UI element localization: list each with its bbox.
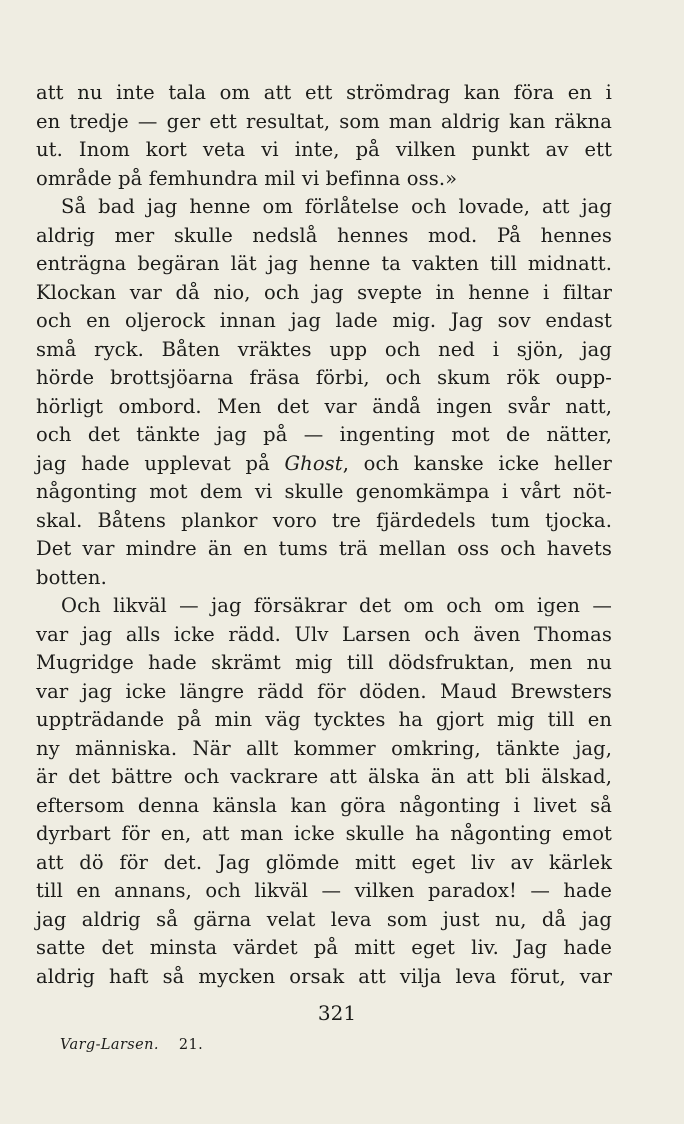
text-line: Mugridge hade skrämt mig till dödsfruktan, men nu — [36, 651, 612, 674]
text-line: små ryck. Båten vräktes upp och ned i sjön, jag — [36, 337, 612, 361]
text-line: var jag icke längre rädd för döden. Maud Brewsters — [36, 679, 612, 703]
text-line: botten. — [36, 565, 107, 589]
text-line: att dö för det. Jag glömde mitt eget liv av kärlek — [36, 850, 612, 874]
text-line: ny människa. När allt kommer omkring, tänkte jag, — [36, 736, 612, 760]
text-line: Klockan var då nio, och jag svepte in henne i filtar — [36, 280, 612, 304]
text-line: Och likväl — jag försäkrar det om och om igen — — [61, 594, 612, 617]
text-line: hörligt ombord. Men det var ändå ingen svår natt, — [36, 394, 612, 418]
page-number: 321 — [317, 1001, 357, 1025]
text-line: hörde brottsjöarna fräsa förbi, och skum rök oupp- — [36, 366, 612, 389]
text-line: dyrbart för en, att man icke skulle ha någonting emot — [36, 822, 612, 845]
text-line: till en annans, och likväl — vilken paradox! — hade — [36, 879, 612, 902]
ship-name: Ghost — [284, 451, 343, 475]
text-line: jag aldrig så gärna velat leva som just nu, då jag — [36, 907, 612, 931]
text-line: enträgna begäran lät jag henne ta vakten till midnatt. — [36, 252, 612, 275]
text-line: aldrig mer skulle nedslå hennes mod. På hennes — [36, 223, 612, 247]
text-line: område på femhundra mil vi befinna oss.» — [36, 166, 458, 190]
text-line: var jag alls icke rädd. Ulv Larsen och även Thomas — [36, 622, 612, 646]
text-line: aldrig haft så mycken orsak att vilja leva förut, var — [36, 964, 612, 988]
text-line: en tredje — ger ett resultat, som man aldrig kan räkna — [36, 109, 612, 133]
text-line: att nu inte tala om att ett strömdrag kan föra en i — [36, 81, 612, 104]
signature-title: Varg-Larsen. — [60, 1037, 159, 1053]
text-line: och en oljerock innan jag lade mig. Jag sov endast — [36, 309, 612, 332]
text-line: jag hade upplevat på Ghost, och kanske icke heller — [36, 451, 612, 475]
text-line: Så bad jag henne om förlåtelse och lovade, att jag — [61, 195, 612, 218]
text-line: satte det minsta värdet på mitt eget liv. Jag hade — [36, 936, 612, 959]
text-line: Det var mindre än en tums trä mellan oss och havets — [36, 537, 612, 560]
text-line: eftersom denna känsla kan göra någonting i livet så — [36, 793, 612, 817]
text-line: någonting mot dem vi skulle genomkämpa i vårt nöt- — [36, 480, 612, 503]
text-line: skal. Båtens plankor voro tre fjärdedels tum tjocka. — [36, 508, 612, 532]
body-text — [36, 79, 612, 991]
text-line: ut. Inom kort veta vi inte, på vilken punkt av ett — [36, 138, 612, 161]
signature-number: 21. — [178, 1037, 204, 1053]
text-line: uppträdande på min väg tycktes ha gjort mig till en — [36, 708, 612, 731]
printer-signature — [60, 1034, 203, 1056]
text-line: är det bättre och vackrare att älska än att bli älskad, — [36, 765, 612, 788]
text-line: och det tänkte jag på — ingenting mot de nätter, — [36, 423, 612, 446]
